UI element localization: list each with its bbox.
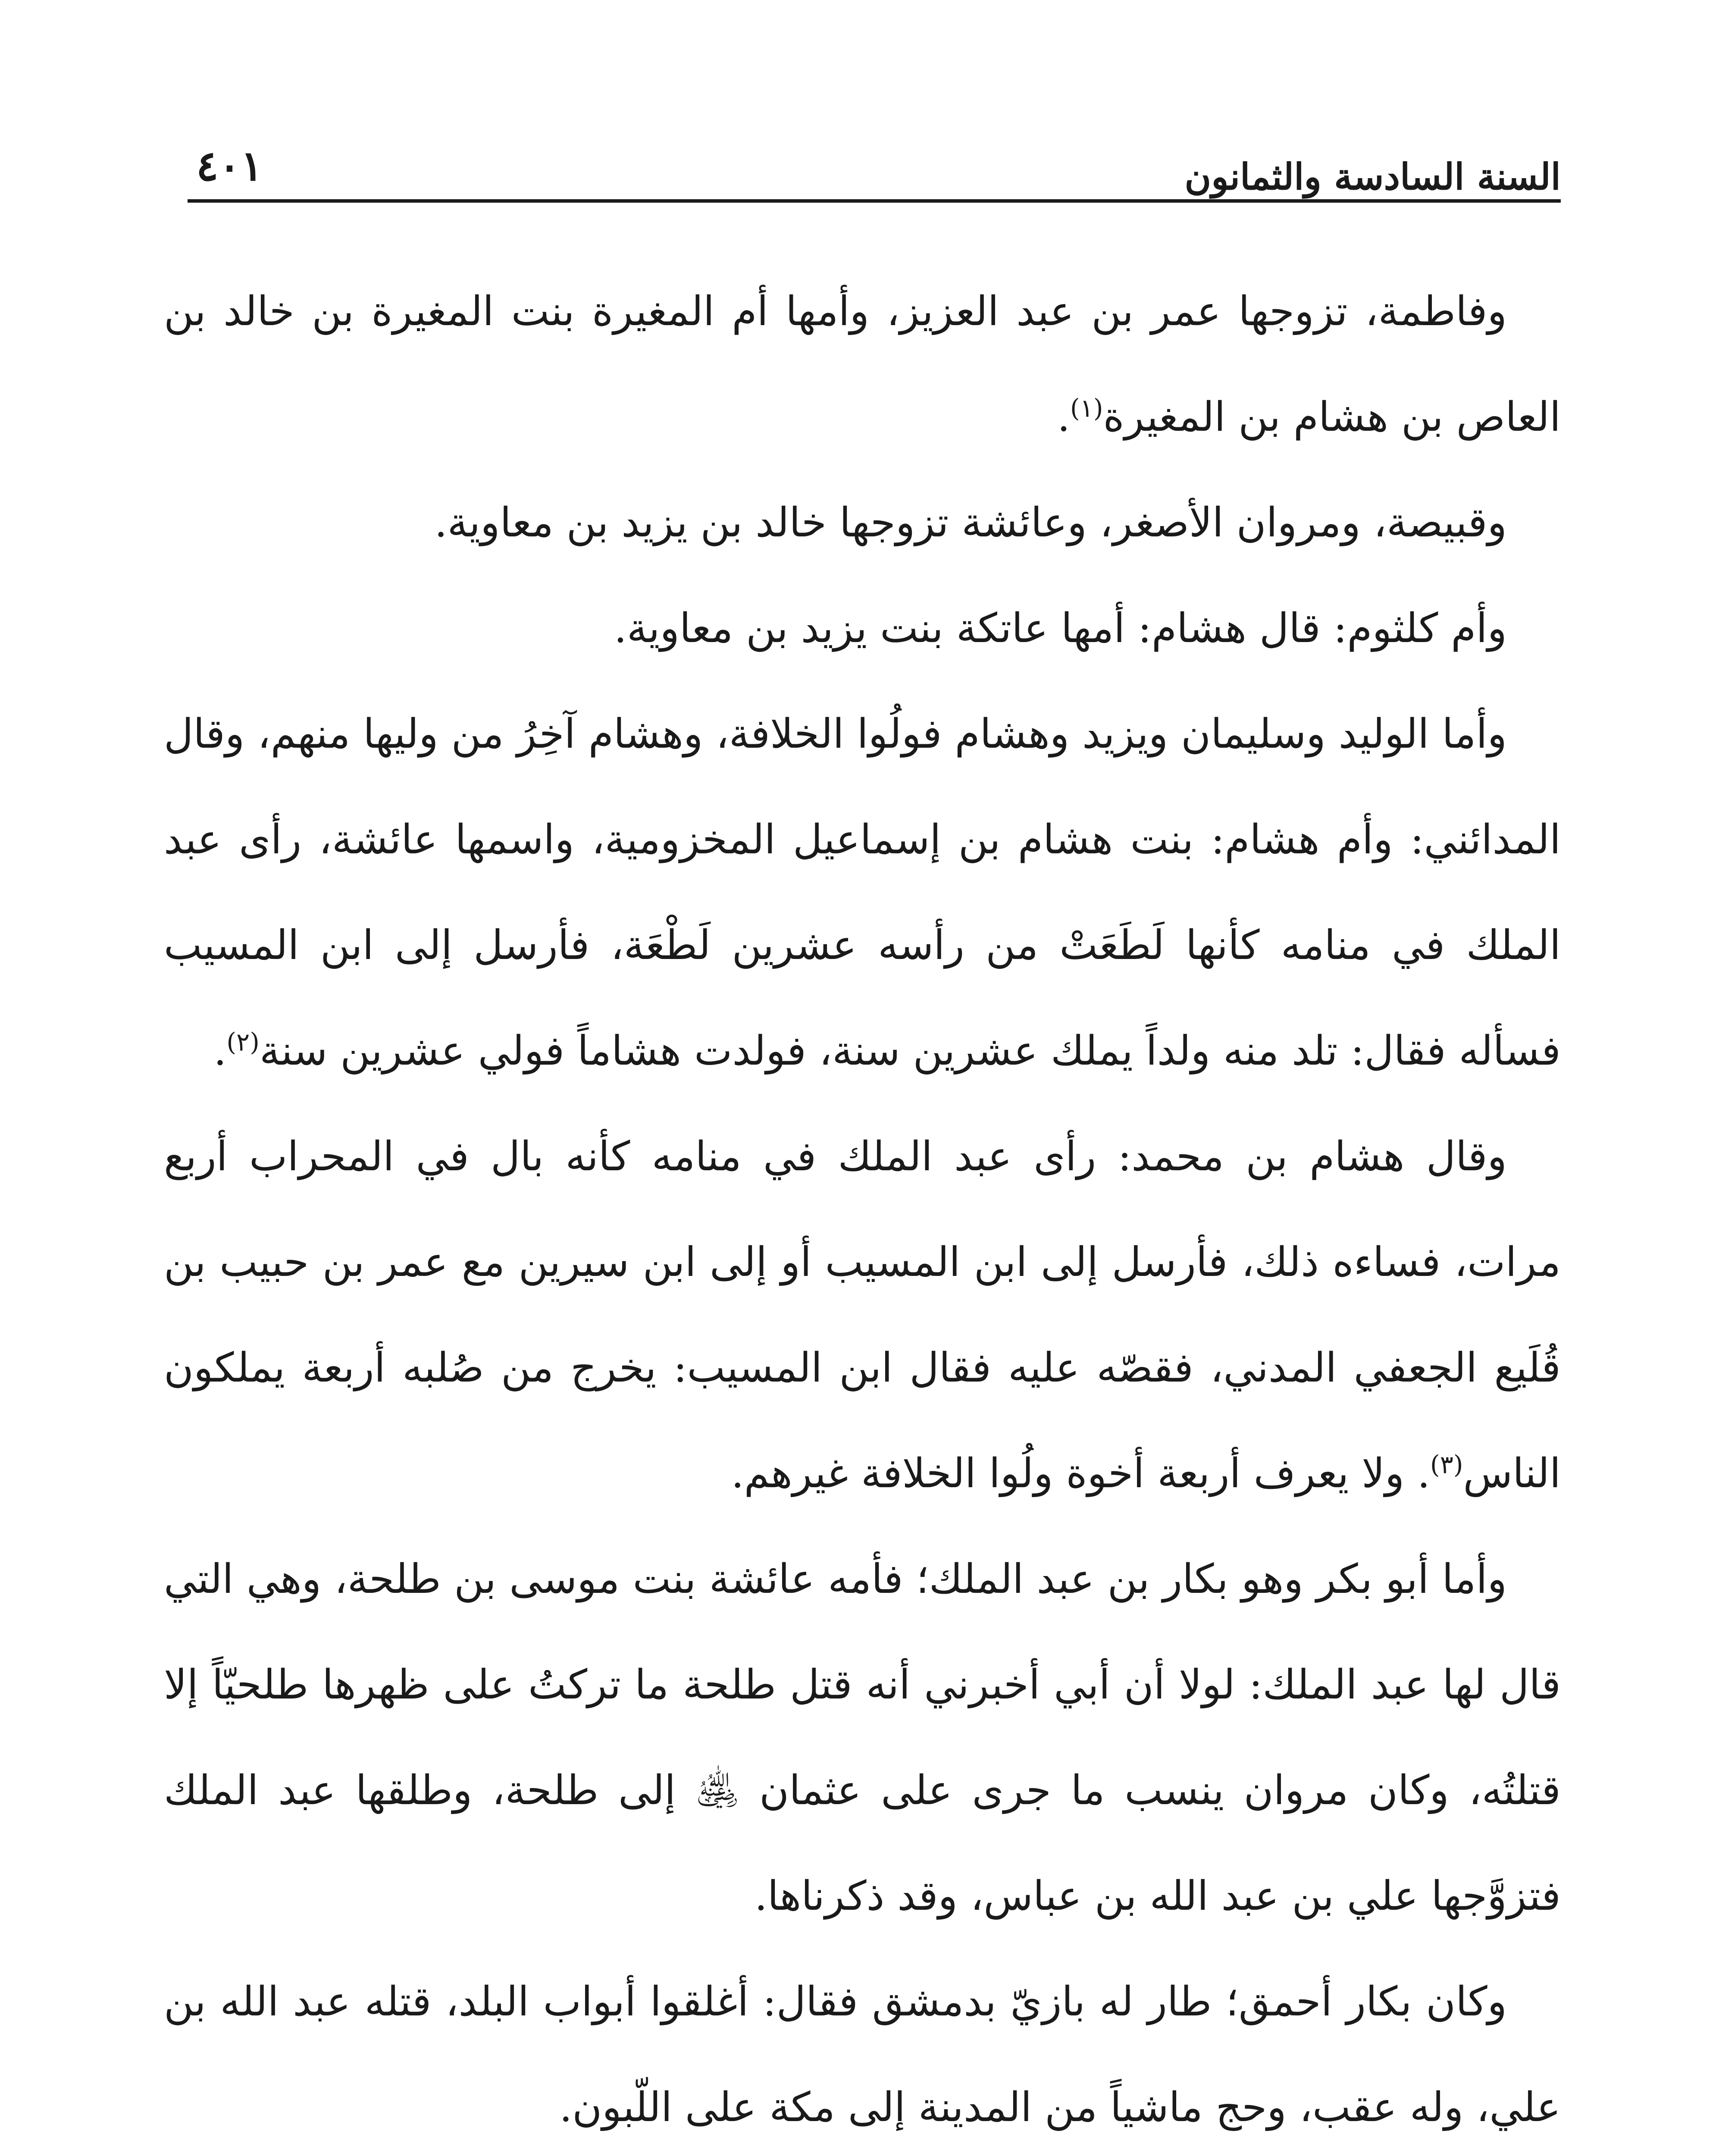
paragraph: وأما أبو بكر وهو بكار بن عبد الملك؛ فأمه عائشة بنت موسى بن طلحة، وهي التي قال لها عبد الملك: لولا أن أبي أخبرني أنه قتل طلحة ما تركتُ على ظهرها طلحيّاً إلا قتلتُه، وكان مروان ينسب ما جرى على عثمان ﵁ إلى طلحة، وطلقها عبد الملك فتزوَّجها علي بن عبد الله بن عباس، وقد ذكرناها. bbox=[164, 1556, 1561, 1920]
paragraph: وقال هشام بن محمد: رأى عبد الملك في منامه كأنه بال في المحراب أربع مرات، فساءه ذلك، فأرسل إلى ابن المسيب أو إلى ابن سيرين مع عمر بن حبيب بن قُلَيع الجعفي المدني، فقصّه عليه فقال ابن المسيب: يخرج من صُلبه أربعة يملكون الناس$^{(٣)}$. ولا يعرف أربعة أخوة ولُوا الخلافة غيرهم. bbox=[164, 1133, 1561, 1497]
page-header bbox=[188, 129, 1561, 203]
page-number: ٤٠١ bbox=[196, 141, 263, 190]
paragraph: وكان بكار أحمق؛ طار له بازيّ بدمشق فقال: أغلقوا أبواب البلد، قتله عبد الله بن علي، وله عقب، وحج ماشياً من المدينة إلى مكة على اللّبون. bbox=[164, 1978, 1561, 2131]
main-text bbox=[164, 259, 1561, 2156]
footnote-marker[interactable]: (١) bbox=[1070, 393, 1103, 423]
footnote-marker[interactable]: (٣) bbox=[1430, 1450, 1463, 1479]
running-title: السنة السادسة والثمانون bbox=[1184, 155, 1561, 198]
footnote-marker[interactable]: (٢) bbox=[226, 1027, 260, 1057]
paragraph: وأما الوليد وسليمان ويزيد وهشام فولُوا الخلافة، وهشام آخِرُ من وليها منهم، وقال المدائني: وأم هشام: بنت هشام بن إسماعيل المخزومية، واسمها عائشة، رأى عبد الملك في منامه كأنها لَطَعَتْ من رأسه عشرين لَطْعَة، فأرسل إلى ابن المسيب فسأله فقال: تلد منه ولداً يملك عشرين سنة، فولدت هشاماً فولي عشرين سنة$^{(٢)}$. bbox=[164, 711, 1561, 1075]
paragraph: وقبيصة، ومروان الأصغر، وعائشة تزوجها خالد بن يزيد بن معاوية. bbox=[434, 499, 1507, 546]
paragraph: وأم كلثوم: قال هشام: أمها عاتكة بنت يزيد بن معاوية. bbox=[614, 605, 1507, 652]
header-rule bbox=[188, 199, 1561, 203]
paragraph: وفاطمة، تزوجها عمر بن عبد العزيز، وأمها أم المغيرة بنت المغيرة بن خالد بن العاص بن هشام بن المغيرة$^{(١)}$. bbox=[164, 288, 1561, 441]
